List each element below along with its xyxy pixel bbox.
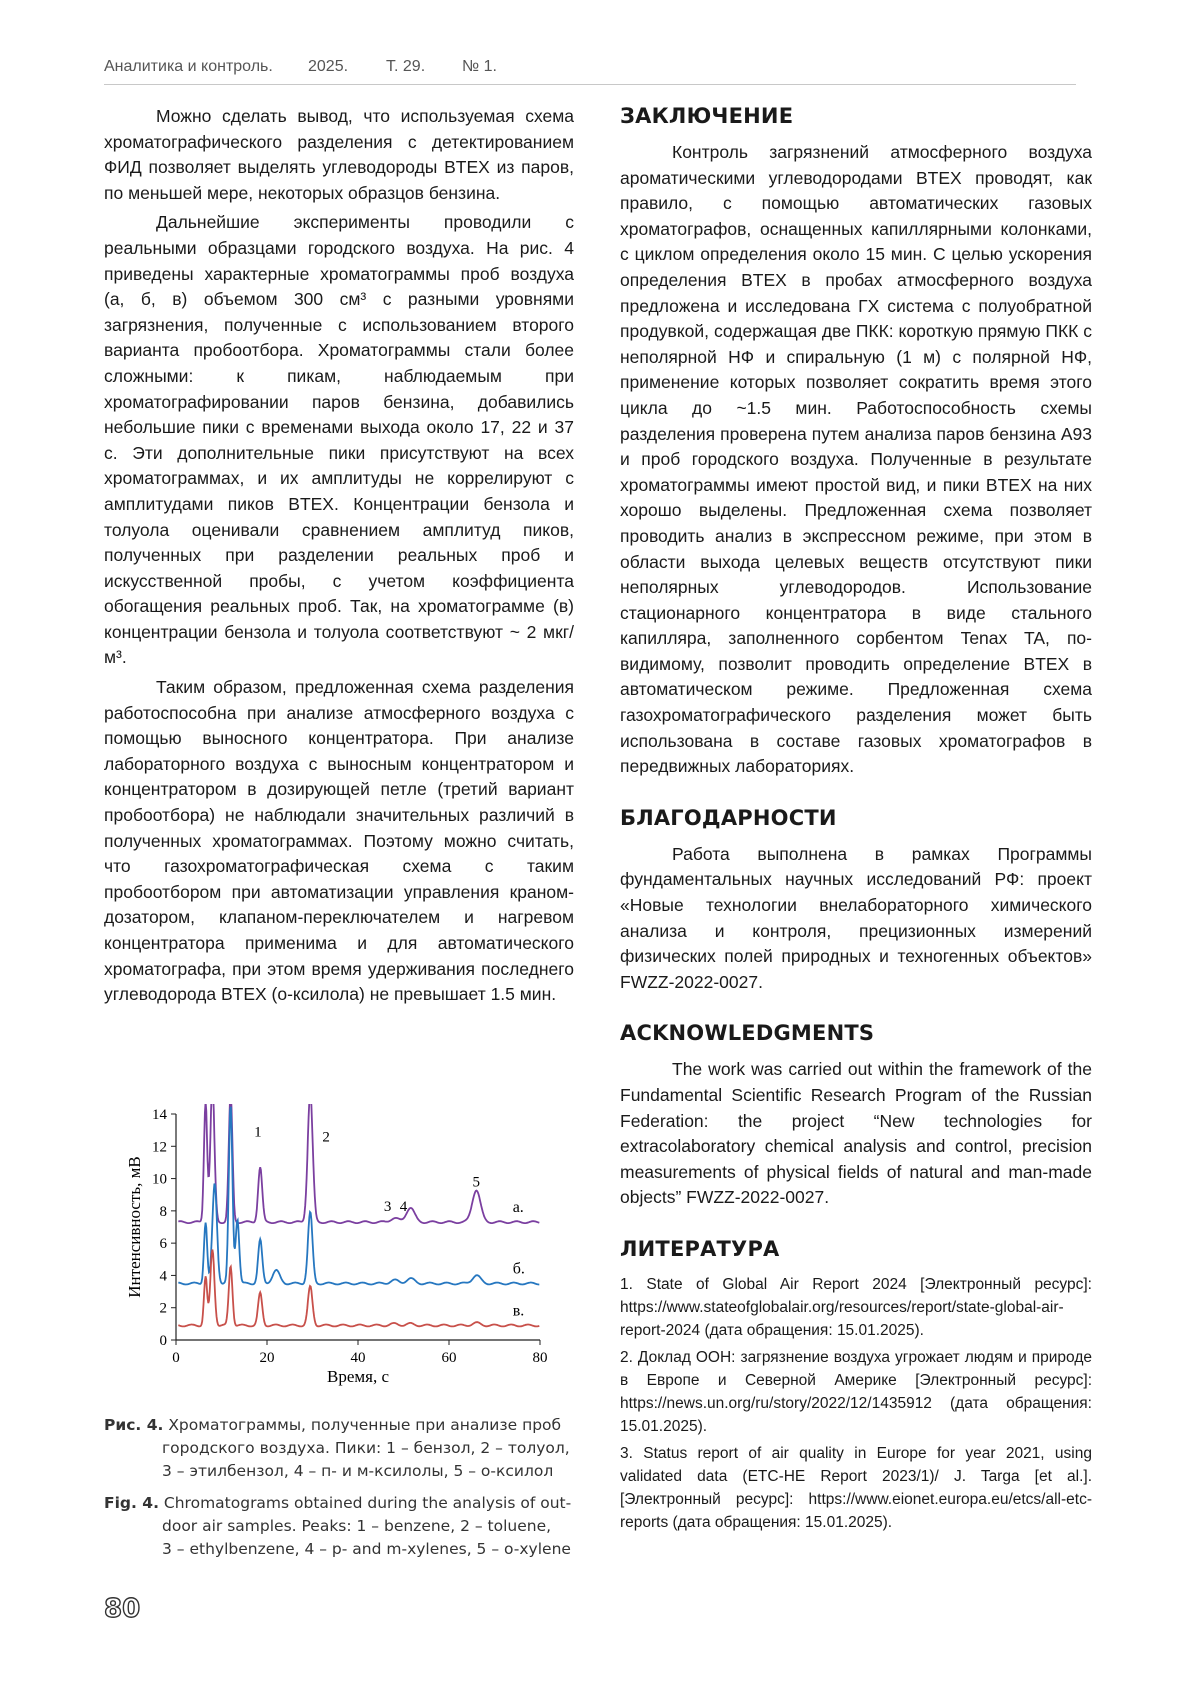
paragraph: Таким образом, предложенная схема разделения работоспособна при анализе атмосферного воздуха с помощью выносного концентратора. При анализе лабораторного воздуха с выносным концентратором и концентратором в дозирующей петле (третий вариант пробоотбора) не наблюдали значительных различий в полученных хроматограммах. Поэтому можно считать, что газохроматографическая схема с таким пробоотбором при автоматизации управления краном-дозатором, клапаном-переключателем и нагревом концентратора применима и для автоматического хроматографа, при этом время удерживания последнего углеводорода BTEX (о-ксилола) не превышает 1.5 мин. — [104, 677, 574, 1005]
x-tick-label: 20 — [259, 1350, 275, 1366]
y-tick-label: 8 — [159, 1203, 167, 1220]
journal-volume: Т. 29. — [386, 58, 426, 75]
figure-label: Fig. 4. — [104, 1494, 159, 1512]
peak-label: 3 — [383, 1198, 392, 1215]
caption-line: городского воздуха. Пики: 1 – бензол, 2 – толуол, — [162, 1439, 570, 1457]
journal-title: Аналитика и контроль. — [104, 58, 273, 75]
x-tick-label: 0 — [172, 1350, 180, 1366]
series-line — [178, 1250, 539, 1327]
reference-item: 1. State of Global Air Report 2024 [Электронный ресурс]: https://www.stateofglobalair.org/resources/report/state-global-air-report-2024 (дата обращения: 15.01.2025). — [620, 1275, 1092, 1339]
x-tick-label: 80 — [532, 1350, 548, 1366]
paragraph: Дальнейшие эксперименты проводили с реальными образцами городского воздуха. На рис. 4 приведены характерные хроматограммы проб воздуха (а, б, в) объемом 300 см³ с разными уровнями загрязнения, полученные с использованием второго варианта пробоотбора. Хроматограммы стали более сложными: к пикам, наблюдаемым при хроматографировании паров бензина, добавились небольшие пики с временами выхода около 17, 22 и 37 с. Эти дополнительные пики присутствуют на всех хроматограммах, и их амплитуды не коррелируют с амплитудами пиков BTEX. Концентрации бензола и толуола оценивали сравнением амплитуд пиков, полученных при разделении реальных проб и искусственной пробы, с учетом коэффициента обогащения реальных проб. Так, на хроматограмме (в) концентрации бензола и толуола соответствуют ~ 2 мкг/м³. — [104, 212, 574, 668]
running-head — [104, 58, 1076, 85]
y-tick-label: 14 — [152, 1107, 167, 1123]
paragraph: The work was carried out within the framework of the Fundamental Scientific Research Program of the Russian Federation: the project “New technologies for extracolaboratory chemical analysis and control, precision measurements of physical fields of natural and man-made objects” FWZZ-2022-0027. — [620, 1059, 1092, 1208]
peak-label: 2 — [322, 1129, 330, 1146]
caption-line: 3 – ethylbenzene, 4 – p- and m-xylenes, 5 – o-xylene — [162, 1540, 571, 1558]
series-label: а. — [512, 1199, 524, 1217]
y-tick-label: 2 — [159, 1300, 167, 1317]
caption-line: door air samples. Peaks: 1 – benzene, 2 – toluene, — [162, 1517, 552, 1535]
caption-line: Хроматограммы, полученные при анализе проб — [168, 1416, 562, 1434]
references-section — [620, 1237, 1092, 1534]
section-heading: ЗАКЛЮЧЕНИЕ — [620, 104, 794, 128]
section-heading: ACKNOWLEDGMENTS — [620, 1021, 875, 1046]
y-tick-label: 0 — [159, 1333, 167, 1349]
acknowledgments-section — [620, 1021, 1092, 1211]
journal-year: 2025. — [308, 58, 349, 75]
y-axis-label: Интенсивность, мВ — [125, 1156, 144, 1298]
paragraph: Можно сделать вывод, что используемая схема хроматографического разделения с детектированием ФИД позволяет выделять углеводороды BTEX из паров, по меньшей мере, некоторых образцов бензина. — [104, 106, 574, 203]
peak-label: 1 — [254, 1124, 262, 1141]
figure-caption-en — [104, 1492, 580, 1561]
paragraph: Контроль загрязнений атмосферного воздуха ароматическими углеводородами BTEX проводят, как правило, с помощью автоматических газовых хроматографов, оснащенных капиллярными колонками, с циклом определения около 15 мин. С целью ускорения определения BTEX в пробах атмосферного воздуха предложена и исследована ГХ система с полуобратной продувкой, содержащая две ПКК: короткую прямую ПКК с неполярной НФ и спиральную (1 м) с полярной НФ, применение которых позволяет сократить время этого цикла до ~1.5 мин. Работоспособность схемы разделения проверена путем анализа паров бензина А93 и проб городского воздуха. Полученные в результате хроматограммы имеют простой вид, и пики BTEX на них хорошо выделены. Предложенная схема позволяет проводить анализ в экспрессном режиме, при этом в области выхода целевых веществ отсутствуют пики неполярных углеводородов. Использование стационарного концентратора в виде стального капилляра, заполненного сорбентом Tenax TA, по-видимому, позволит проводить определение BTEX в автоматическом режиме. Предложенная схема газохроматографического разделения может быть использована в составе газовых хроматографов в передвижных лабораториях. — [620, 142, 1092, 777]
y-tick-label: 4 — [159, 1268, 167, 1285]
x-tick-label: 60 — [441, 1350, 457, 1366]
left-column — [104, 104, 574, 1012]
y-tick-label: 6 — [159, 1236, 167, 1253]
journal-issue: № 1. — [462, 58, 497, 75]
x-axis-label: Время, с — [326, 1367, 390, 1386]
series-line — [178, 1107, 539, 1285]
peak-label: 4 — [399, 1198, 408, 1215]
y-tick-label: 12 — [152, 1139, 167, 1156]
y-tick-label: 10 — [152, 1171, 167, 1188]
caption-line: Chromatograms obtained during the analysis of out- — [163, 1494, 572, 1512]
section-heading: ЛИТЕРАТУРА — [620, 1236, 780, 1261]
page-number: 80 — [104, 1594, 141, 1624]
x-tick-label: 40 — [350, 1350, 366, 1366]
figure-label: Рис. 4. — [104, 1416, 164, 1434]
section-heading: БЛАГОДАРНОСТИ — [620, 805, 837, 830]
chromatogram-chart — [104, 1096, 584, 1416]
caption-line: 3 – этилбензол, 4 – п- и м-ксилолы, 5 – о-ксилол — [162, 1462, 554, 1480]
peak-label: 5 — [472, 1174, 481, 1191]
thanks-section — [620, 806, 1092, 996]
reference-item: 3. Status report of air quality in Europe for year 2021, using validated data (ETC-HE Report 2023/1)/ J. Targa [et al.]. [Электронный ресурс]: https://www.eionet.europa.eu/etcs/all-etc-reports (дата обращения: 15.01.2025). — [620, 1444, 1092, 1531]
figure-caption-ru — [104, 1414, 580, 1483]
paragraph: Работа выполнена в рамках Программы фундаментальных научных исследований РФ: проект «Новые технологии внелабораторного химического анализа и контроля, прецизионных измерений физических полей природных и техногенных объектов» FWZZ-2022-0027. — [620, 843, 1092, 992]
series-label: б. — [512, 1260, 525, 1278]
reference-item: 2. Доклад ООН: загрязнение воздуха угрожает людям и природе в Европе и Северной Америке [Электронный ресурс]: https://news.un.org/ru/story/2022/12/1435912 (дата обращения: 15.01.2025). — [620, 1348, 1092, 1435]
right-column — [620, 104, 1092, 1538]
series-label: в. — [512, 1302, 525, 1320]
